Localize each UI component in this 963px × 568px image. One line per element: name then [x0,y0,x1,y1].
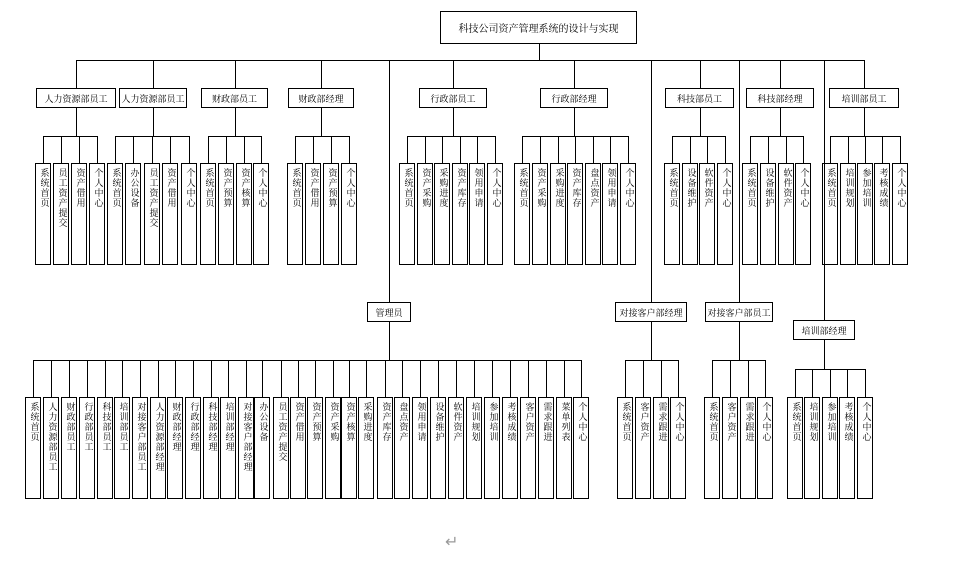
connector-line [678,360,679,398]
connector-line [882,136,883,164]
connector-line [87,360,88,398]
connector-line [824,340,825,369]
role-box-r6: 行政部经理 [540,88,608,108]
leaf-box: 资产库存 [452,163,468,265]
return-arrow-icon: ↵ [445,532,459,551]
connector-line [610,136,611,164]
leaf-box: 个人中心 [341,163,357,265]
connector-line [420,360,421,398]
connector-line [152,136,153,164]
connector-line [540,136,541,164]
leaf-box: 行政部员工 [79,397,95,499]
connector-line [51,360,52,398]
connector-line [786,136,787,164]
leaf-box: 资产借用 [290,397,306,499]
connector-line [262,360,263,398]
connector-line [474,360,475,398]
connector-line [830,369,831,398]
leaf-box: 系统首页 [514,163,530,265]
connector-line [492,360,493,398]
leaf-box: 考核成绩 [839,397,855,499]
leaf-box: 客户资产 [635,397,651,499]
connector-line [750,136,751,164]
connector-line [700,60,701,88]
connector-line [189,136,190,164]
leaf-box: 培训部员工 [114,397,130,499]
connector-line [235,60,236,88]
leaf-box: 培训规划 [466,397,482,499]
leaf-box: 资产借用 [305,163,321,265]
connector-line [140,360,141,398]
connector-line [712,360,766,361]
connector-line [193,360,194,398]
connector-line [768,136,769,164]
connector-line [97,136,98,164]
connector-line [226,136,227,164]
role-box-r2: 人力资源部员工 [119,88,187,108]
connector-line [298,360,299,398]
connector-line [366,360,367,398]
leaf-box: 个人中心 [670,397,686,499]
connector-line [33,360,582,361]
connector-line [79,136,80,164]
leaf-box: 资产采购 [325,397,341,499]
connector-line [661,360,662,398]
leaf-box: 参加培训 [857,163,873,265]
leaf-box: 员工资产提交 [53,163,69,265]
connector-line [389,60,390,302]
connector-line [574,108,575,136]
leaf-box: 需求跟进 [653,397,669,499]
connector-line [453,60,454,88]
connector-line [546,360,547,398]
leaf-box: 资产采购 [417,163,433,265]
connector-line [750,136,804,137]
connector-line [235,108,236,136]
leaf-box: 盘点资产 [394,397,410,499]
leaf-box: 资产采购 [532,163,548,265]
leaf-box: 员工资产提交 [144,163,160,265]
leaf-box: 个人中心 [795,163,811,265]
leaf-box: 设备维护 [760,163,776,265]
connector-line [707,136,708,164]
connector-line [321,108,322,136]
connector-line [651,322,652,360]
connector-line [830,136,831,164]
leaf-box: 需求跟进 [740,397,756,499]
connector-line [765,360,766,398]
leaf-box: 科技部员工 [97,397,113,499]
connector-line [651,60,652,302]
connector-line [528,360,529,398]
leaf-box: 资产借用 [162,163,178,265]
connector-line [313,136,314,164]
connector-line [69,360,70,398]
connector-line [522,136,523,164]
connector-line [539,44,540,60]
connector-line [211,360,212,398]
connector-line [865,369,866,398]
connector-line [442,136,443,164]
connector-line [389,322,390,360]
leaf-box: 培训规划 [804,397,820,499]
connector-line [349,360,350,398]
leaf-box: 员工资产提交 [273,397,289,499]
connector-line [331,136,332,164]
connector-line [425,136,426,164]
leaf-box: 采购进度 [550,163,566,265]
leaf-box: 软件资产 [699,163,715,265]
connector-line [628,136,629,164]
connector-line [208,136,209,164]
leaf-box: 科技部经理 [203,397,219,499]
leaf-box: 系统首页 [399,163,415,265]
leaf-box: 软件资产 [448,397,464,499]
connector-line [700,108,701,136]
role-box-r7: 科技部员工 [665,88,734,108]
leaf-box: 个人中心 [757,397,773,499]
leaf-box: 资产核算 [341,397,357,499]
connector-line [281,360,282,398]
connector-line [824,60,825,320]
connector-line [795,369,796,398]
leaf-box: 需求跟进 [538,397,554,499]
connector-line [158,360,159,398]
leaf-box: 领用申请 [469,163,485,265]
leaf-box: 系统首页 [287,163,303,265]
connector-line [581,360,582,398]
leaf-box: 办公设备 [254,397,270,499]
leaf-box: 考核成绩 [502,397,518,499]
connector-line [593,136,594,164]
role-box-r1: 人力资源部员工 [36,88,116,108]
connector-line [246,360,247,398]
connector-line [315,360,316,398]
leaf-box: 系统首页 [200,163,216,265]
connector-line [295,136,296,164]
leaf-box: 设备维护 [430,397,446,499]
role-box-r3: 财政部员工 [201,88,268,108]
leaf-box: 个人中心 [573,397,589,499]
connector-line [453,108,454,136]
leaf-box: 资产库存 [567,163,583,265]
connector-line [456,360,457,398]
connector-line [865,136,866,164]
connector-line [672,136,726,137]
connector-line [402,360,403,398]
connector-line [803,136,804,164]
leaf-box: 资产预算 [323,163,339,265]
leaf-box: 人力资源部员工 [43,397,59,499]
connector-line [558,136,559,164]
connector-line [477,136,478,164]
connector-line [321,60,322,88]
leaf-box: 系统首页 [822,163,838,265]
leaf-box: 系统首页 [704,397,720,499]
connector-line [228,360,229,398]
connector-line [385,360,386,398]
connector-line [564,360,565,398]
connector-line [33,360,34,398]
leaf-box: 个人中心 [717,163,733,265]
role-box-r9: 培训部员工 [829,88,899,108]
connector-line [864,108,865,136]
leaf-box: 设备维护 [682,163,698,265]
connector-line [349,136,350,164]
leaf-box: 资产借用 [71,163,87,265]
leaf-box: 系统首页 [107,163,123,265]
connector-line [812,369,813,398]
connector-line [76,60,77,88]
connector-line [730,360,731,398]
leaf-box: 个人中心 [253,163,269,265]
connector-line [847,369,848,398]
connector-line [115,136,116,164]
leaf-box: 对接客户部员工 [132,397,148,499]
connector-line [105,360,106,398]
connector-line [748,360,749,398]
connector-line [244,136,245,164]
leaf-box: 盘点资产 [585,163,601,265]
connector-line [133,136,134,164]
connector-line [153,60,154,88]
leaf-box: 个人中心 [857,397,873,499]
leaf-box: 客户资产 [722,397,738,499]
role-box-r5: 行政部员工 [419,88,487,108]
leaf-box: 培训部经理 [220,397,236,499]
connector-line [43,136,98,137]
leaf-box: 资产预算 [218,163,234,265]
connector-line [438,360,439,398]
leaf-box: 个人中心 [487,163,503,265]
connector-line [739,60,740,302]
role-box-r13: 培训部经理 [793,320,855,340]
connector-line [407,136,496,137]
connector-line [575,136,576,164]
role-box-r8: 科技部经理 [746,88,814,108]
connector-line [672,136,673,164]
connector-line [122,360,123,398]
connector-line [61,136,62,164]
connector-line [208,136,262,137]
connector-line [76,60,865,61]
leaf-box: 菜单列表 [556,397,572,499]
leaf-box: 财政部经理 [167,397,183,499]
leaf-box: 个人中心 [89,163,105,265]
connector-line [848,136,849,164]
role-box-r4: 财政部经理 [288,88,354,108]
leaf-box: 参加培训 [822,397,838,499]
leaf-box: 系统首页 [35,163,51,265]
connector-line [643,360,644,398]
leaf-box: 采购进度 [434,163,450,265]
leaf-box: 系统首页 [617,397,633,499]
leaf-box: 个人中心 [181,163,197,265]
leaf-box: 系统首页 [664,163,680,265]
leaf-box: 软件资产 [778,163,794,265]
connector-line [690,136,691,164]
connector-line [153,108,154,136]
leaf-box: 考核成绩 [874,163,890,265]
connector-line [261,136,262,164]
connector-line [460,136,461,164]
connector-line [43,136,44,164]
role-box-r11: 对接客户部经理 [615,302,687,322]
leaf-box: 人力资源部经理 [150,397,166,499]
role-box-r12: 对接客户部员工 [705,302,773,322]
leaf-box: 个人中心 [620,163,636,265]
connector-line [574,60,575,88]
leaf-box: 参加培训 [484,397,500,499]
leaf-box: 领用申请 [602,163,618,265]
connector-line [333,360,334,398]
connector-line [864,60,865,88]
connector-line [625,360,679,361]
leaf-box: 系统首页 [787,397,803,499]
connector-line [407,136,408,164]
leaf-box: 系统首页 [742,163,758,265]
leaf-box: 个人中心 [892,163,908,265]
connector-line [175,360,176,398]
leaf-box: 系统首页 [25,397,41,499]
leaf-box: 对接客户部经理 [238,397,254,499]
connector-line [739,322,740,360]
leaf-box: 财政部员工 [61,397,77,499]
connector-line [295,136,350,137]
leaf-box: 采购进度 [358,397,374,499]
leaf-box: 培训规划 [840,163,856,265]
connector-line [780,108,781,136]
leaf-box: 办公设备 [125,163,141,265]
connector-line [725,136,726,164]
leaf-box: 资产核算 [236,163,252,265]
leaf-box: 客户资产 [520,397,536,499]
leaf-box: 行政部经理 [185,397,201,499]
connector-line [625,360,626,398]
leaf-box: 资产预算 [307,397,323,499]
connector-line [76,108,77,136]
leaf-box: 领用申请 [412,397,428,499]
connector-line [900,136,901,164]
connector-line [712,360,713,398]
connector-line [495,136,496,164]
leaf-box: 资产库存 [377,397,393,499]
connector-line [170,136,171,164]
connector-line [780,60,781,88]
role-box-r10: 管理员 [367,302,411,322]
connector-line [510,360,511,398]
root-title: 科技公司资产管理系统的设计与实现 [440,11,637,44]
